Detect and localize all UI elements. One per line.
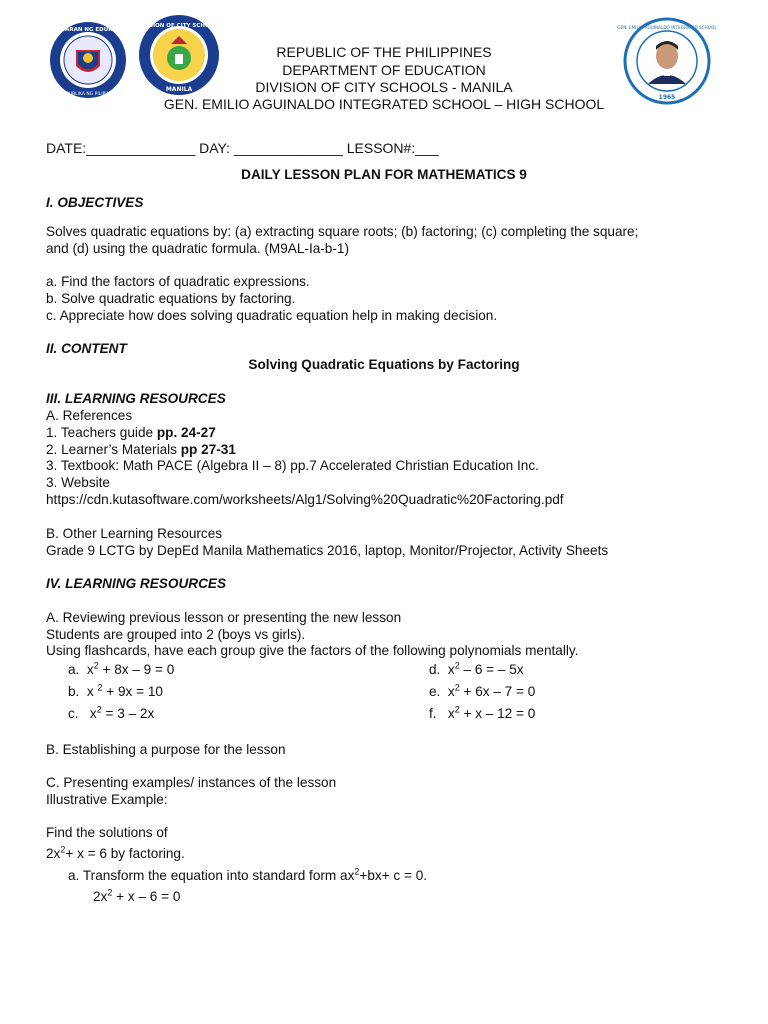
- header-department: DEPARTMENT OF EDUCATION: [282, 62, 486, 78]
- content-heading: II. CONTENT: [46, 341, 127, 356]
- reference-learners-materials: [46, 441, 236, 458]
- reference-learners-materials-pages: pp 27-31: [180, 442, 236, 457]
- procedure-heading: IV. LEARNING RESOURCES: [46, 576, 227, 591]
- illustrative-equation: $2x^2+ x = 6$ by factoring.: [46, 844, 185, 861]
- procedure-c-title: C. Presenting examples/ instances of the lesson: [46, 775, 337, 790]
- procedure-a-line-2: Using flashcards, have each group give the factors of the following polynomials mentally.: [46, 643, 579, 658]
- equation-f: f. $x^2 + x - 12 = 0$: [429, 704, 536, 721]
- equation-d: d. $x^2 - 6$ = – 5x: [429, 660, 524, 677]
- procedure-b-title: B. Establishing a purpose for the lesson: [46, 742, 286, 757]
- objective-item-b: b. Solve quadratic equations by factoring.: [46, 291, 296, 306]
- document-title: DAILY LESSON PLAN FOR MATHEMATICS 9: [241, 167, 527, 182]
- resources-heading: III. LEARNING RESOURCES: [46, 391, 226, 406]
- objectives-standard-line-1: Solves quadratic equations by: (a) extracting square roots; (b) factoring; (c) completing the square;: [46, 224, 639, 239]
- objective-item-c: c. Appreciate how does solving quadratic equation help in making decision.: [46, 308, 498, 323]
- procedure-a-line-1: Students are grouped into 2 (boys vs girls).: [46, 627, 306, 642]
- reference-teachers-guide-text: 1. Teachers guide: [46, 425, 157, 440]
- other-resources-label: B. Other Learning Resources: [46, 526, 223, 541]
- equation-c: c. $x^2 = 3 - 2x$: [68, 704, 155, 721]
- reference-teachers-guide: [46, 424, 216, 441]
- date-day-lesson-line: DATE:______________ DAY: ______________ LESSON#:___: [46, 140, 439, 156]
- reference-teachers-guide-pages: pp. 24-27: [156, 425, 216, 440]
- objective-item-a: a. Find the factors of quadratic expressions.: [46, 274, 310, 289]
- step-a-equation: $2x^2 + x - 6 = 0$: [93, 887, 181, 904]
- deped-seal-text-bottom: REPUBLIKA NG PILIPINAS: [60, 92, 116, 97]
- school-seal-text-bottom: 1965: [658, 94, 676, 101]
- content-topic: Solving Quadratic Equations by Factoring: [248, 357, 520, 372]
- header-school: GEN. EMILIO AGUINALDO INTEGRATED SCHOOL – HIGH SCHOOL: [163, 96, 605, 112]
- reference-textbook: 3. Textbook: Math PACE (Algebra II – 8) pp.7 Accelerated Christian Education Inc.: [46, 458, 539, 473]
- deped-seal-text-top: KAGAWARAN NG EDUKASYON: [42, 27, 134, 33]
- step-a-instruction: a. Transform the equation into standard form $ax^2+bx+ c = 0$.: [68, 866, 428, 883]
- school-seal-text-top: GEN. EMILIO AGUINALDO INTEGRATED SCHOOL: [617, 25, 717, 30]
- references-label: A. References: [46, 408, 133, 423]
- equation-b: b. x $^2$ + 9x = 10: [68, 682, 163, 699]
- equation-e: e. $x^2 + 6x - 7 = 0$: [429, 682, 536, 699]
- find-solutions-text: Find the solutions of: [46, 825, 168, 840]
- objectives-standard-line-2: and (d) using the quadratic formula. (M9AL-Ia-b-1): [46, 241, 349, 256]
- division-seal-text-top: DIVISION OF CITY SCHOOLS: [136, 23, 222, 29]
- procedure-a-title: A. Reviewing previous lesson or presenting the new lesson: [46, 610, 402, 625]
- objectives-heading: I. OBJECTIVES: [46, 195, 144, 210]
- header-republic: REPUBLIC OF THE PHILIPPINES: [276, 44, 492, 60]
- header-division: DIVISION OF CITY SCHOOLS - MANILA: [255, 79, 513, 95]
- other-resources-text: Grade 9 LCTG by DepEd Manila Mathematics 2016, laptop, Monitor/Projector, Activity Sheets: [46, 543, 609, 558]
- reference-learners-materials-text: 2. Learner’s Materials: [46, 442, 181, 457]
- reference-website-label: 3. Website: [46, 475, 110, 490]
- reference-website-url: https://cdn.kutasoftware.com/worksheets/Alg1/Solving%20Quadratic%20Factoring.pdf: [46, 492, 564, 507]
- division-seal-text-bottom: MANILA: [165, 86, 193, 93]
- equation-a: a. $x^2 + 8x - 9 = 0$: [68, 660, 175, 677]
- procedure-c-subtitle: Illustrative Example:: [46, 792, 168, 807]
